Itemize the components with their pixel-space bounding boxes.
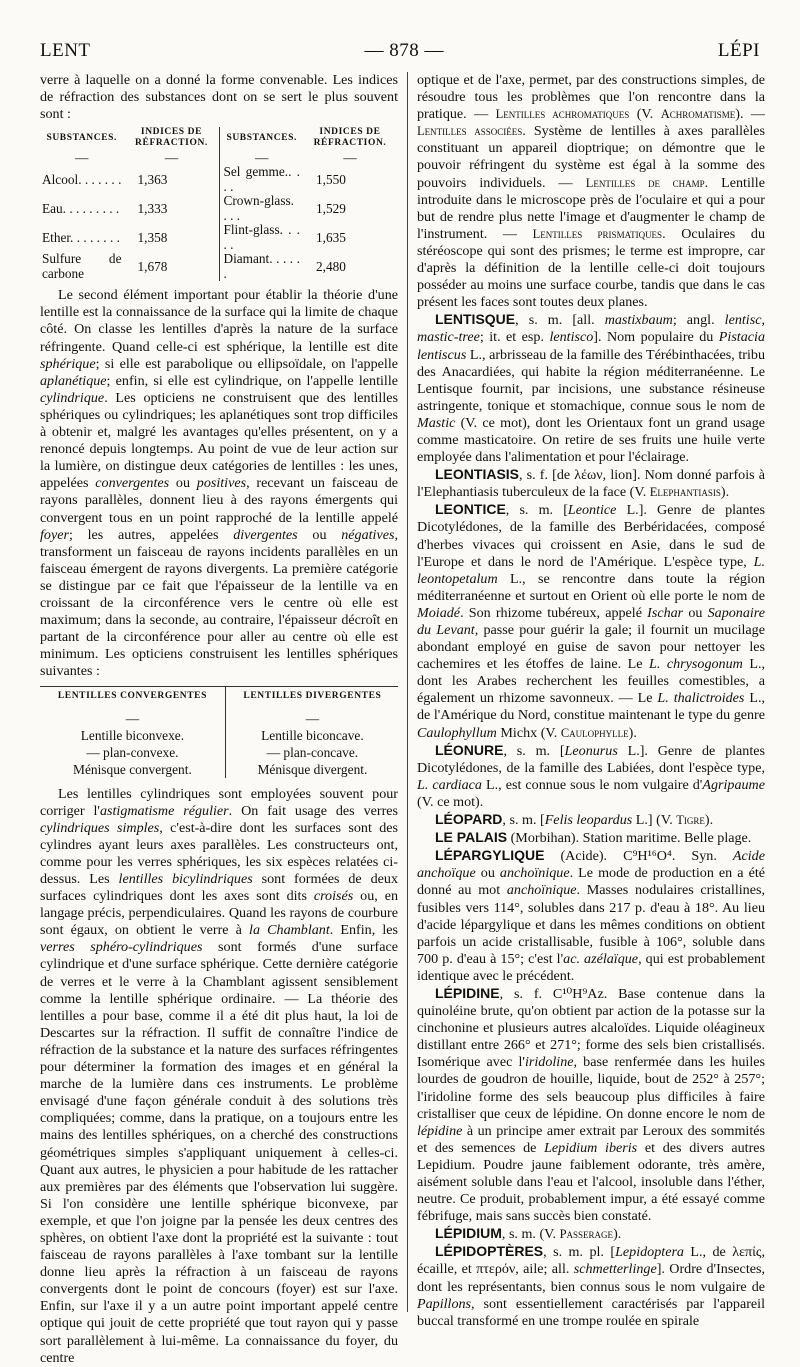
substance-name: Ether. . . . . . . . bbox=[42, 229, 120, 245]
col-header-divergent: LENTILLES DIVERGENTES bbox=[243, 691, 382, 702]
substance-name: Diamant. . . . . . bbox=[223, 251, 300, 281]
entry-leopard: LÉOPARD, s. m. [Felis leopardus L.] (V. Tigre). bbox=[435, 811, 714, 829]
headword: LENTISQUE bbox=[435, 311, 516, 328]
dash: — bbox=[343, 150, 357, 166]
table-row bbox=[40, 194, 398, 223]
index-value: 1,333 bbox=[137, 200, 168, 216]
table-row bbox=[40, 223, 398, 252]
refraction-index-table bbox=[40, 127, 398, 281]
running-header bbox=[40, 40, 760, 62]
headword: LÉONURE bbox=[435, 741, 504, 758]
col-header-indices-2: INDICES DE RÉFRACTION. bbox=[313, 127, 387, 149]
headword: LE PALAIS bbox=[435, 829, 508, 846]
table-row bbox=[40, 165, 398, 194]
dash: — bbox=[305, 710, 320, 726]
paragraph-intro: verre à laquelle on a donné la forme convenable. Les indices de réfraction des substances dont on se sert le plus souvent sont : bbox=[40, 72, 398, 123]
index-value: 1,635 bbox=[315, 229, 346, 245]
substance-name: Sulfure de carbone bbox=[42, 251, 122, 281]
lens-name: Ménisque divergent. bbox=[257, 761, 368, 777]
col-header-indices: INDICES DE RÉFRACTION. bbox=[135, 127, 208, 149]
lens-types-table bbox=[40, 686, 398, 777]
entry-leontice: LEONTICE, s. m. [Leontice L.]. Genre de plantes Dicotylédones, de la famille des Berbéridacées, composé d'herbes vivaces qui croissent en Asie, dans le sud de l'Europe et dans le nord de l'Amérique. L'espèce type, L. leontopetalum L., se rencontre dans toute la région méditerranéenne et surtout en Orient où elle porte le nom de Moiadé. Son rhizome tubéreux, appelé Ischar ou Saponaire du Levant, passe pour guérir la gale; il fournit un mucilage abondant employé en guise de savon pour nettoyer les cachemires et les étoffes de laine. Le L. chrysogonum L., dont les Arabes recherchent les feuilles comestibles, a également un rhizome savonneux. — Le L. thalictroides L., de l'Amérique du Nord, constitue maintenant le type du genre Caulophyllum Michx (V. Caulophylle). bbox=[417, 501, 766, 741]
column-divider bbox=[407, 72, 408, 1312]
entry-lepidine: LÉPIDINE, s. f. C¹⁰H⁹Az. Base contenue dans la quinoléine brute, qu'on obtient par action de la potasse sur la cinchonine et plusieurs autres alcaloïdes. Liquide oléagineux distillant entre 266° et 271°; forme des sels bien cristallisés. Isomérique avec l'iridoline, base renfermée dans les huiles lourdes de goudron de houille, liquide, bout de 252° à 257°; l'iridoline forme des sels beaucoup plus difficiles à faire cristalliser que ceux de lépidine. On donne encore le nom de lépidine à un principe amer extrait par Leroux des sommités et des semences de Lepidium iberis et des divers autres Lepidium. Poudre jaune faiblement odorante, très amère, aisément soluble dans l'eau et l'alcool, insoluble dans l'éther, neutre. Ce produit, probablement impur, a été essayé comme fébrifuge, mais sans succès bien constaté. bbox=[417, 984, 766, 1225]
lens-name: Lentille biconcave. bbox=[261, 727, 364, 743]
index-value: 1,363 bbox=[137, 171, 168, 187]
header-left-word: LENT bbox=[40, 40, 91, 61]
entry-leonure: LÉONURE, s. m. [Leonurus L.]. Genre de plantes Dicotylédones, de la famille des Labiées, dont l'espèce type, L. cardiaca L., est connue sous le nom vulgaire d'Agripaume (V. ce mot). bbox=[417, 741, 765, 810]
dash: — bbox=[125, 710, 140, 726]
right-column bbox=[417, 72, 765, 1330]
paragraph-lentilles-cont: optique et de l'axe, permet, par des constructions simples, de résoudre tous les problèmes que l'on rencontre dans la pratique. — Lentilles achromatiques (V. Achromatisme). — Lentilles associées. Système de lentilles à axes parallèles constituant un appareil dioptrique; on démontre que le pouvoir réfringent du système est égal à la somme des pouvoirs individuels. — Lentilles de champ. Lentille introduite dans le microscope près de l'oculaire et qui a pour but de rendre plus nette l'image et d'augmenter le champ de l'instrument. — Lentilles prismatiques. Oculaires du stéréoscope qui sont des prismes; le terme est impropre, car d'après la définition de la lentille celle-ci doit toujours posséder au moins une surface courbe, tandis que dans le cas présent les faces sont toutes deux planes. bbox=[417, 72, 766, 311]
lens-name: Ménisque convergent. bbox=[73, 761, 192, 777]
index-value: 2,480 bbox=[315, 258, 346, 274]
page-number: — 878 — bbox=[364, 40, 444, 61]
entry-lentisque: LENTISQUE, s. m. [all. mastixbaum; angl. lentisc, mastic-tree; it. et esp. lentisco]. Nom populaire du Pistacia lentiscus L., arbrisseau de la famille des Térébinthacées, tribu des Anacardiées, qui habite la région méditerranéenne. Le Lentisque fournit, par incisions, une substance résineuse astringente, tonique et stomachique, connue sous le nom de Mastic (V. ce mot), dont les Orientaux font un grand usage comme masticatoire. On retire de ses fruits une huile verte employée dans l'alimentation et pour l'éclairage. bbox=[417, 311, 765, 466]
substance-name: Flint-glass. . . . . bbox=[223, 222, 300, 252]
headword: LÉPIDOPTÈRES bbox=[435, 1243, 544, 1260]
index-value: 1,678 bbox=[137, 258, 168, 274]
substance-name: Crown-glass. . . . bbox=[223, 193, 295, 223]
entry-le-palais: LE PALAIS (Morbihan). Station maritime. Belle plage. bbox=[435, 829, 752, 847]
substance-name: Eau. . . . . . . . . bbox=[42, 200, 120, 216]
headword: LÉPARGYLIQUE bbox=[435, 847, 545, 864]
table-row bbox=[40, 744, 398, 761]
lens-name: — plan-convexe. bbox=[86, 744, 179, 760]
index-value: 1,358 bbox=[137, 229, 168, 245]
table-row bbox=[40, 761, 398, 778]
paragraph-cylindrical: Les lentilles cylindriques sont employées souvent pour corriger l'astigmatisme régulier. On fait usage des verres cylindriques simples, c'est-à-dire dont les surfaces sont des cylindres ayant leurs axes parallèles. Les constructeurs ont, comme pour les verres sphériques, les six espèces relatées ci-dessus. Les lentilles bicylindriques sont formées de deux surfaces cylindriques dont les axes sont dits croisés ou, en langage précis, perpendiculaires. Quand les rayons de courbure sont égaux, on obtient le verre à la Chamblant. Enfin, les verres sphéro-cylindriques sont formés d'une surface cylindrique et d'une surface sphérique. Cette dernière catégorie de verres et le verre à la Chamblant agissent sensiblement comme la lentille sphérique ordinaire. — La théorie des lentilles a pour base, comme il a été dit plus haut, la loi de Descartes sur la réfraction. Il suffit de connaître l'indice de réfraction de la substance et la nature des surfaces réfringentes pour déterminer la formation des images et en général la marche de la lumière dans ces instruments. Le problème envisagé d'une façon générale conduit à des solutions très compliquées; comme, dans la pratique, on a toujours entre les mains des lentilles sphériques, on a cherché des constructions géométriques simples s'appliquant uniquement à celles-ci. Quant aux autres, le physicien a pour habitude de les rattacher aux premières par des éléments que l'observation lui suggère. Si l'on considère une lentille sphérique biconvexe, par exemple, et que l'on joigne par la pensée les deux centres des sphères, on obtient l'axe dont la propriété est la suivante : tout faisceau de rayons parallèles à l'axe tombant sur la lentille donne lieu après la réfraction à un faisceau de rayons convergents dont le point de concours (foyer) est sur l'axe. Enfin, sur l'axe il y a un autre point important appelé centre optique qui jouit de cette propriété que tout rayon qui y passe sort parallèlement à lui-même. La connaissance du foyer, du centre bbox=[40, 785, 398, 1366]
dash: — bbox=[75, 150, 89, 166]
lens-name: Lentille biconvexe. bbox=[80, 727, 185, 743]
index-value: 1,550 bbox=[315, 171, 346, 187]
headword: LÉOPARD bbox=[435, 811, 503, 828]
entry-leontiasis: LEONTIASIS, s. f. [de λέων, lion]. Nom donné parfois à l'Elephantiasis tuberculeux de la face (V. Elephantiasis). bbox=[417, 466, 765, 501]
left-column bbox=[40, 72, 398, 1367]
col-header-substances-2: SUBSTANCES. bbox=[226, 132, 298, 143]
col-header-substances: SUBSTANCES. bbox=[46, 132, 118, 143]
col-header-convergent: LENTILLES CONVERGENTES bbox=[57, 691, 207, 702]
entry-lepargylique: LÉPARGYLIQUE (Acide). C⁹H¹⁶O⁴. Syn. Acide anchoïque ou anchoïnique. Le mode de production en a été donné au mot anchoïnique. Masses nodulaires cristallines, fusibles vers 114°, solubles dans 217 p. d'eau à 18°. Au lieu d'acide lépargylique et dans les mêmes conditions on obtient parfois un acide cristallisable, fusible à 106°, soluble dans 700 p. d'eau à 15°; c'est l'ac. azélaïque, qui est probablement identique avec le précédent. bbox=[417, 847, 766, 984]
headword: LÉPIDIUM bbox=[435, 1225, 502, 1242]
index-value: 1,529 bbox=[315, 200, 346, 216]
dash: — bbox=[164, 150, 179, 166]
substance-name: Alcool. . . . . . . bbox=[42, 171, 122, 187]
substance-name: Sel gemme.. . . . bbox=[223, 164, 300, 194]
table-row bbox=[40, 727, 398, 744]
dash: — bbox=[255, 150, 269, 166]
paragraph-surfaces: Le second élément important pour établir la théorie d'une lentille est la connaissance de la surface qui la limite de chaque côté. On classe les lentilles d'après la nature de la surface réfringente. Quand celle-ci est sphérique, la lentille est dite sphérique; si elle est parabolique ou ellipsoïdale, on l'appelle aplanétique; enfin, si elle est cylindrique, on l'appelle lentille cylindrique. Les opticiens ne construisent que des lentilles sphériques ou cylindriques; les aplanétiques sont trop difficiles à obtenir et, malgré les avantages qu'elles présentent, on y a renoncé depuis longtemps. Au point de vue de leur action sur la lumière, on distingue deux catégories de lentilles : les unes, appelées convergentes ou positives, recevant un faisceau de rayons parallèles, donnent lieu à des rayons émergents qui convergent tous en un point rapproché de la lentille appelé foyer; les autres, appelées divergentes ou négatives, transforment un faisceau de rayons incidents parallèles en un faisceau émergent de rayons divergents. La première catégorie se distingue par ce fait que l'épaisseur de la lentille va en croissant de la circonférence vers le centre où elle est maximum; dans la seconde, au contraire, l'épaisseur décroît en partant de la circonférence pour aller au centre où elle est minimum. Les opticiens construisent les lentilles sphériques suivantes : bbox=[40, 287, 398, 680]
lens-name: — plan-concave. bbox=[266, 744, 359, 760]
entry-lepidium: LÉPIDIUM, s. m. (V. Passerage). bbox=[435, 1225, 622, 1243]
entry-lepidopteres: LÉPIDOPTÈRES, s. m. pl. [Lepidoptera L., de λεπίς, écaille, et πτερόν, aile; all. schmetterlinge]. Ordre d'Insectes, dont les représentants, bien connus sous le nom vulgaire de Papillons, sont essentiellement caractérisés par l'appareil buccal transformé en une trompe roulée en spirale bbox=[417, 1243, 766, 1329]
header-right-word: LÉPI bbox=[717, 40, 760, 61]
headword: LÉPIDINE bbox=[435, 984, 500, 1001]
headword: LEONTIASIS bbox=[435, 466, 520, 483]
headword: LEONTICE bbox=[435, 501, 506, 518]
table-row bbox=[40, 252, 398, 281]
